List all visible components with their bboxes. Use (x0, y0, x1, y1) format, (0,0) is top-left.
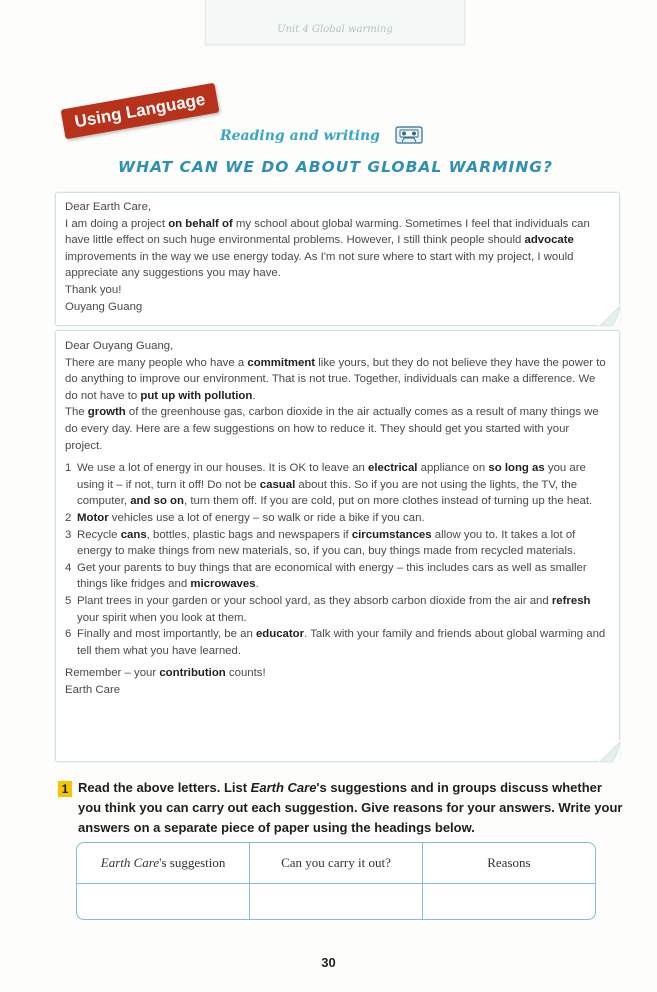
list-item: 5 Plant trees in your garden or your school yard, as they absorb carbon dioxide from the air and refresh your spirit when you look at them. (65, 594, 591, 624)
letter-from-ouyang-guang (55, 192, 620, 326)
list-item: 3 Recycle cans, bottles, plastic bags and newspapers if circumstances allow you to. It takes a lot of energy to make things from new materials, so, if you can, buy things made from recycled materials. (65, 528, 576, 558)
page-curl-icon (598, 304, 620, 326)
suggestion-list (65, 460, 609, 659)
letter1-body: I am doing a project on behalf of my school about global warming. Sometimes I feel that individuals can have little effect on such huge environmental problems. However, I still think people should advocate improvements in the way we use energy today. As I'm not sure where to start with my project, I would appreciate any suggestions you may have. (65, 217, 590, 280)
letter2-paragraph-1: There are many people who have a commitment like yours, but they do not believe they have the power to do anything to improve our environment. That is not true. Together, individuals can make a difference. We do not have to put up with pollution. (65, 356, 606, 402)
unit-title: Unit 4 Global warming (277, 24, 393, 35)
table-cell (77, 884, 250, 920)
answer-table (76, 842, 596, 920)
letter1-thanks: Thank you! (65, 283, 122, 296)
table-cell (250, 884, 423, 920)
list-item: 1 We use a lot of energy in our houses. It is OK to leave an electrical appliance on so long as you are using it – if not, turn it off! Do not be casual about this. So if you are not using the lights, the TV, the computer, and so on, turn them off. If you are cold, put on more clothes instead of turning up the heat. (65, 462, 593, 508)
cassette-tape-icon (395, 126, 423, 144)
page-title: WHAT CAN WE DO ABOUT GLOBAL WARMING? (118, 158, 554, 176)
page-number: 30 (321, 955, 336, 970)
letter2-paragraph-2: The growth of the greenhouse gas, carbon dioxide in the air actually comes as a result of many things we do every day. Here are a few suggestions on how to reduce it. They should get you started with your project. (65, 406, 599, 452)
table-header-row (77, 843, 595, 884)
table-header-suggestion: Earth Care's suggestion (77, 843, 250, 884)
page-curl-icon (598, 740, 620, 762)
list-item: 4 Get your parents to buy things that are economical with energy – this includes cars as well as smaller things like fridges and microwaves. (65, 561, 587, 591)
table-header-carry-out: Can you carry it out? (250, 843, 423, 884)
table-cell (422, 884, 595, 920)
section-subtitle: Reading and writing (220, 128, 380, 144)
letter1-salutation: Dear Earth Care, (65, 201, 152, 213)
table-row (77, 884, 595, 920)
exercise-number-badge: 1 (58, 781, 72, 797)
unit-header-tab (205, 0, 465, 45)
section-banner (50, 78, 230, 152)
letter2-signature: Earth Care (65, 683, 121, 696)
letter1-signature: Ouyang Guang (65, 300, 143, 313)
exercise-instructions: Read the above letters. List Earth Care's suggestions and in groups discuss whether you think you can carry out each suggestion. Give reasons for your answers. Write your answers on a separate piece of paper using the headings below. (78, 780, 623, 835)
table-header-reasons: Reasons (422, 843, 595, 884)
list-item: 6 Finally and most importantly, be an educator. Talk with your family and friends about global warming and tell them what you have learned. (65, 628, 606, 657)
section-banner-text: Using Language (73, 89, 207, 132)
letter2-salutation: Dear Ouyang Guang, (65, 340, 174, 352)
list-item: 2 Motor vehicles use a lot of energy – so walk or ride a bike if you can. (65, 511, 425, 524)
letter-from-earth-care (55, 330, 620, 762)
letter2-remember: Remember – your contribution counts! (65, 667, 266, 680)
